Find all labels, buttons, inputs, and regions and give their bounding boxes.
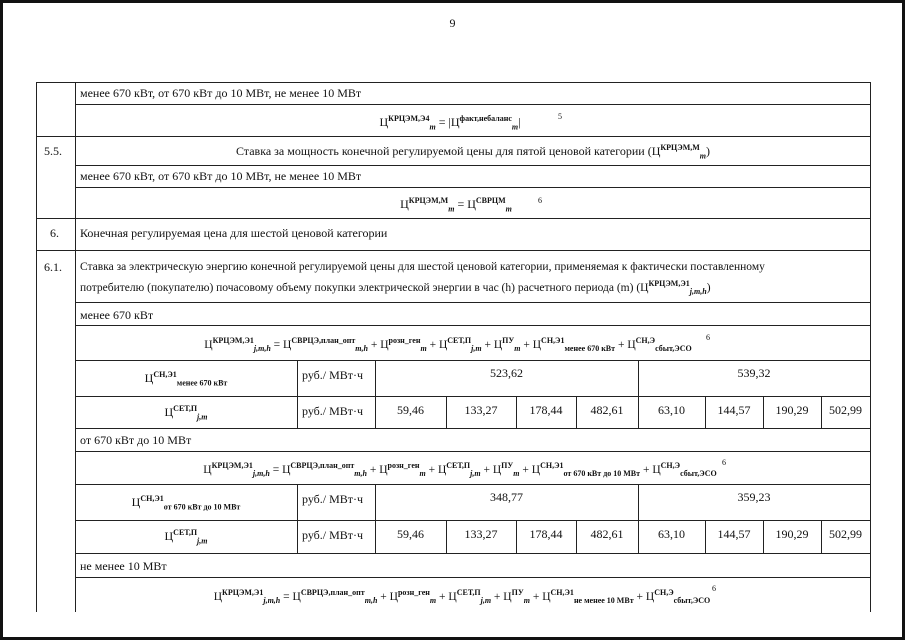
section-title-cont: потребителю (покупателю) почасовому объему покупки электрической энергии в час (h) расчетного периода (m) $(Ц^{КРЦЭМ,Э1}_{j,m,h})$ xyxy=(80,279,711,297)
rule xyxy=(75,520,871,521)
unit: руб./ МВт·ч xyxy=(302,528,364,542)
rule xyxy=(75,577,871,578)
formula-g3: $Ц^{КРЦЭМ,Э1}_{j,m,h} = Ц^{СВРЦЭ,план\_опт}_{m,h} + Ц^{розн\_ген}_m + Ц^{СЕТ,П}_{j,m} + Ц^{ПУ}_m + Ц^{СН,Э1}_{не менее 10 МВт} + Ц^{СН,Э}_{сбыт,ЭСО}$ xyxy=(213,588,711,606)
group-title: менее 670 кВт xyxy=(80,308,154,322)
section-title: Конечная регулируемая цена для шестой ценовой категории xyxy=(80,226,388,240)
footnote-mark: 6 xyxy=(538,196,542,205)
value: 359,23 xyxy=(737,490,771,504)
group-title: от 670 кВт до 10 МВт xyxy=(80,433,192,447)
value: 178,44 xyxy=(529,527,563,541)
rule xyxy=(75,451,871,452)
value: 59,46 xyxy=(397,403,424,417)
cell-label: $Ц^{СЕТ,П}_{j,m}$ xyxy=(164,528,208,546)
rule xyxy=(75,428,871,429)
value: 63,10 xyxy=(658,403,685,417)
section-title: Ставка за мощность конечной регулируемой цены для пятой ценовой категории $(Ц^{КРЦЭМ,М}_m)$ xyxy=(235,143,711,161)
value: 133,27 xyxy=(464,403,498,417)
footnote-mark: 6 xyxy=(712,584,716,593)
rule xyxy=(36,250,871,251)
rule xyxy=(36,82,871,83)
unit: руб./ МВт·ч xyxy=(302,368,364,382)
rule xyxy=(75,82,76,612)
formula-e4: $Ц^{КРЦЭМ,Э4}_m = |Ц^{факт,небаланс}_m|$ xyxy=(379,114,521,132)
rule xyxy=(36,218,871,219)
rule xyxy=(297,360,298,428)
value: 502,99 xyxy=(829,527,862,541)
rule xyxy=(75,553,871,554)
formula-g2: $Ц^{КРЦЭМ,Э1}_{j,m,h} = Ц^{СВРЦЭ,план\_опт}_{m,h} + Ц^{розн\_ген}_m + Ц^{СЕТ,П}_{j,m} + Ц^{ПУ}_m + Ц^{СН,Э1}_{от 670 кВт до 10 МВт} + Ц^{СН,Э}_{сбыт,ЭСО}$ xyxy=(203,461,717,479)
value: 144,57 xyxy=(717,527,751,541)
page-number: 9 xyxy=(449,16,456,30)
value: 178,44 xyxy=(529,403,563,417)
unit: руб./ МВт·ч xyxy=(302,404,364,418)
footnote-mark: 6 xyxy=(722,458,726,467)
value: 190,29 xyxy=(775,527,809,541)
cell-label: $Ц^{СЕТ,П}_{j,m}$ xyxy=(164,404,208,422)
value: 539,32 xyxy=(737,366,771,380)
value: 190,29 xyxy=(775,403,809,417)
rule xyxy=(75,325,871,326)
footnote-mark: 6 xyxy=(706,333,710,342)
rule xyxy=(75,187,871,188)
rule xyxy=(75,165,871,166)
rule xyxy=(75,104,871,105)
rule xyxy=(75,302,871,303)
section-title: Ставка за электрическую энергию конечной регулируемой цены для шестой ценовой категории, применяемая к фактически поставленному xyxy=(80,261,765,273)
value: 144,57 xyxy=(717,403,751,417)
formula-g1: $Ц^{КРЦЭМ,Э1}_{j,m,h} = Ц^{СВРЦЭ,план\_опт}_{m,h} + Ц^{розн\_ген}_m + Ц^{СЕТ,П}_{j,m} + Ц^{ПУ}_m + Ц^{СН,Э1}_{менее 670 кВт} + Ц^{СН,Э}_{сбыт,ЭСО}$ xyxy=(204,336,692,354)
row-text: менее 670 кВт, от 670 кВт до 10 МВт, не менее 10 МВт xyxy=(80,86,362,100)
value: 348,77 xyxy=(490,490,523,504)
rule xyxy=(36,136,871,137)
formula-m: $Ц^{КРЦЭМ,М}_m = Ц^{СВРЦМ}_m$ xyxy=(400,196,512,214)
section-number: 5.5. xyxy=(44,144,62,158)
footnote-mark: 5 xyxy=(558,112,562,121)
section-number: 6. xyxy=(50,226,59,240)
value: 482,61 xyxy=(590,403,624,417)
value: 63,10 xyxy=(658,527,685,541)
value: 133,27 xyxy=(464,527,498,541)
cell-label: $Ц^{СН,Э1}_{от 670 кВт до 10 МВт}$ xyxy=(131,494,241,512)
rule xyxy=(75,396,871,397)
rule xyxy=(870,82,871,612)
rule xyxy=(297,484,298,553)
value: 523,62 xyxy=(490,366,523,380)
row-text: менее 670 кВт, от 670 кВт до 10 МВт, не менее 10 МВт xyxy=(80,169,362,183)
value: 502,99 xyxy=(829,403,862,417)
group-title: не менее 10 МВт xyxy=(80,559,167,573)
value: 482,61 xyxy=(590,527,624,541)
cell-label: $Ц^{СН,Э1}_{менее 670 кВт}$ xyxy=(144,370,228,388)
rule xyxy=(75,484,871,485)
unit: руб./ МВт·ч xyxy=(302,492,364,506)
rule xyxy=(75,360,871,361)
rule xyxy=(36,82,37,612)
section-number: 6.1. xyxy=(44,260,62,274)
value: 59,46 xyxy=(397,527,424,541)
